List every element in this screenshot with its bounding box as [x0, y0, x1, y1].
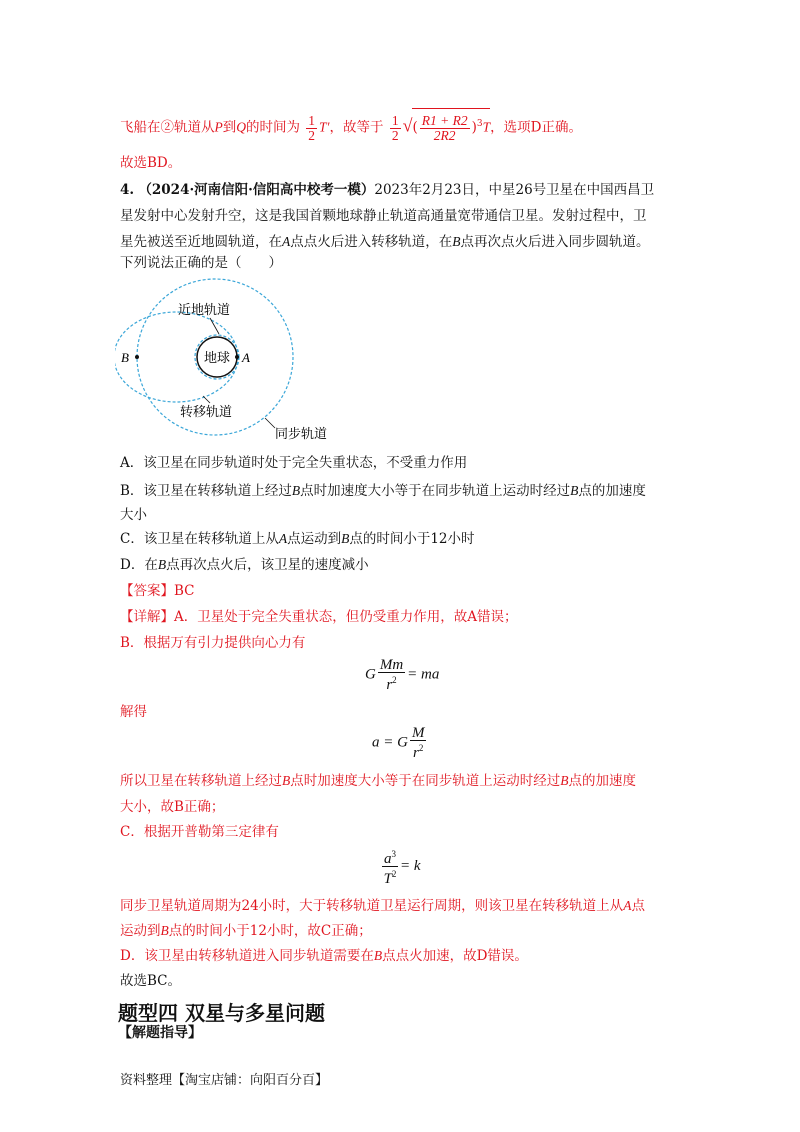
section-subtitle: 【解题指导】 [118, 1025, 202, 1041]
equation-2: a = G $\frac{M}{r^2}$ [372, 725, 425, 761]
analysis-line-2: B．根据万有引力提供向心力有 [120, 635, 306, 651]
question-line-2: 星发射中心发射升空，这是我国首颗地球静止轨道高通量宽带通信卫星。发射过程中，卫 [120, 208, 647, 224]
transfer-orbit-label: 转移轨道 [180, 405, 233, 420]
point-q: Q [236, 119, 246, 135]
point-b-dot [135, 355, 139, 359]
analysis-line-9: D．该卫星由转移轨道进入同步轨道需要在B点点火加速，故D错误。 [120, 948, 528, 964]
analysis-line-6: C．根据开普勒第三定律有 [120, 824, 279, 840]
near-orbit-leader [210, 318, 219, 334]
question-line-1: 4. （2024·河南信阳·信阳高中校考一模）2023年2月23日，中星26号卫星在中国西昌卫 [120, 182, 655, 198]
analysis-line-3: 解得 [120, 704, 147, 720]
analysis-line-8: 运动到B点的时间小于12小时，故C正确； [120, 923, 372, 939]
sync-orbit-label: 同步轨道 [275, 427, 328, 442]
point-a-dot [235, 355, 239, 359]
page-footer: 资料整理【淘宝店铺：向阳百分百】 [120, 1073, 329, 1088]
analysis-line-5: 大小，故B正确； [120, 799, 225, 815]
question-line-4: 下列说法正确的是（ ） [120, 255, 282, 271]
option-d: D．在B点再次点火后，该卫星的速度减小 [120, 557, 369, 573]
question-line-3: 星先被送至近地圆轨道，在A点点火后进入转移轨道，在B点再次点火后进入同步圆轨道。 [120, 234, 650, 250]
question-source: （2024·河南信阳·信阳高中校考一模） [138, 182, 375, 198]
near-orbit-label: 近地轨道 [178, 303, 231, 318]
equation-3: $\frac{a^3}{T^2}$ = k [383, 849, 421, 887]
fraction-r1r2: $\frac{R1 + R2}{2R2}$ [421, 112, 468, 143]
analysis-line-7: 同步卫星轨道周期为24小时，大于转移轨道卫星运行周期，则该卫星在转移轨道上从A点 [120, 898, 645, 914]
orbit-diagram [115, 272, 355, 447]
section-title: 题型四 双星与多星问题 [118, 1001, 325, 1025]
answer-line: 【答案】BC [120, 583, 195, 599]
sync-orbit-leader [265, 418, 275, 428]
answer-value: BC [174, 583, 195, 599]
fraction-half-2: $\frac{1}{2}$ [391, 112, 399, 143]
prev-solution-line: 飞船在②轨道从P到Q的时间为 $\frac{1}{2}$ T′，故等于 $\frac{1}{2}$ √( $\frac{R1 + R2}{2R2}$ )$^3$T，选项D正确。 [120, 108, 582, 143]
equation-1: G $\frac{Mm}{r^2}$ = ma [365, 657, 440, 693]
option-b: B．该卫星在转移轨道上经过B点时加速度大小等于在同步轨道上运动时经过B点的加速度 [120, 483, 646, 499]
transfer-orbit-leader [203, 396, 210, 403]
point-b-label: B [121, 350, 129, 365]
option-b-cont: 大小 [120, 507, 147, 523]
point-p: P [214, 119, 223, 135]
earth-label: 地球 [203, 351, 231, 366]
question-number: 4. [120, 182, 135, 198]
point-a-label: A [242, 350, 250, 365]
option-a: A．该卫星在同步轨道时处于完全失重状态，不受重力作用 [120, 455, 468, 471]
option-c: C．该卫星在转移轨道上从A点运动到B点的时间小于12小时 [120, 531, 475, 547]
analysis-conclusion: 故选BC。 [120, 973, 182, 989]
analysis-line-1: 【详解】A．卫星处于完全失重状态，但仍受重力作用，故A错误； [120, 609, 518, 625]
analysis-line-4: 所以卫星在转移轨道上经过B点时加速度大小等于在同步轨道上运动时经过B点的加速度 [120, 773, 636, 789]
prev-choose: 故选BD。 [120, 155, 182, 171]
fraction-half: $\frac{1}{2}$ [308, 112, 316, 143]
